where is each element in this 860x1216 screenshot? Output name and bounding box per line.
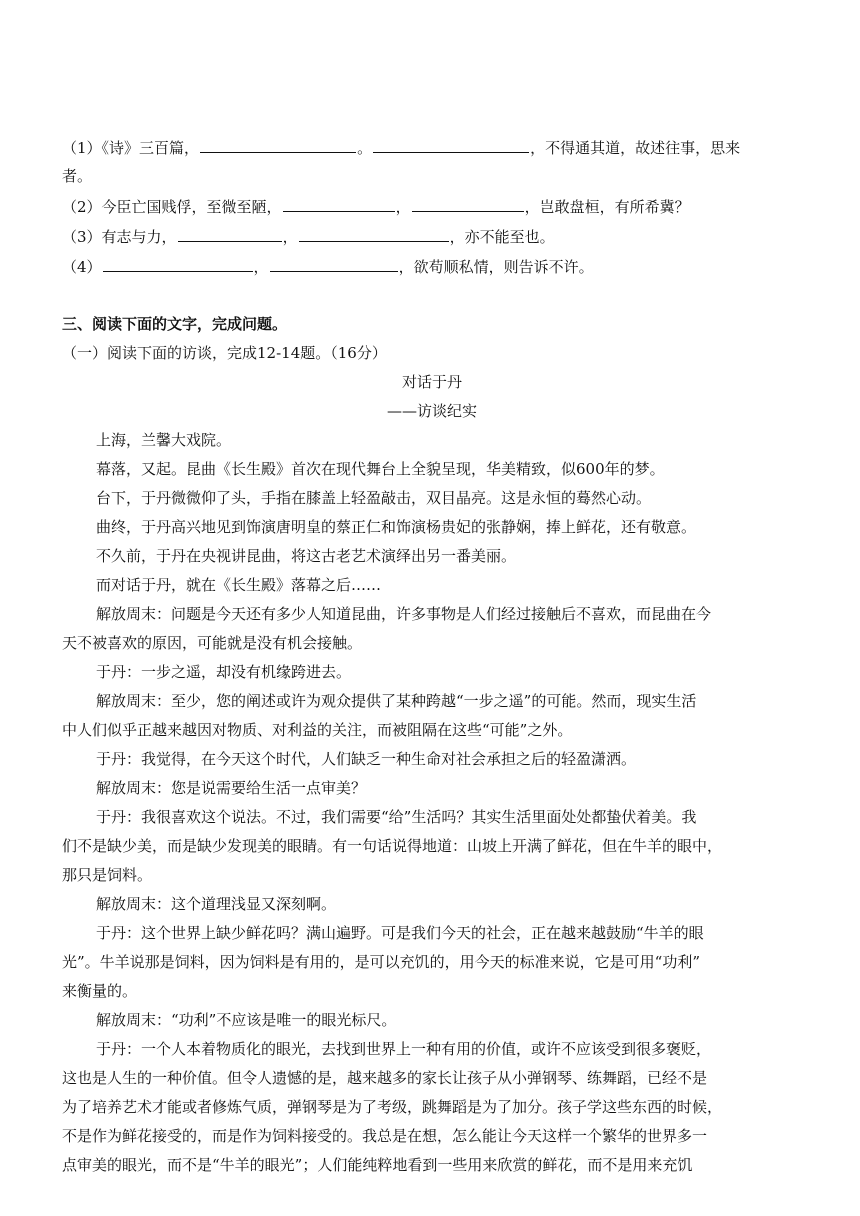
article-line: 那只是饲料。 — [62, 866, 153, 884]
article-line: 于丹：一步之遥，却没有机缘跨进去。 — [96, 663, 352, 681]
article-line: 光”。牛羊说那是饲料，因为饲料是有用的，是可以充饥的，用今天的标准来说，它是可用“功利” — [62, 953, 701, 971]
question-text: 今臣亡国贱俘，至微至陋， — [101, 198, 282, 216]
section-heading: 三、阅读下面的文字，完成问题。 — [62, 315, 288, 333]
question-number: （4） — [62, 258, 102, 276]
article-line: 天不被喜欢的原因，可能就是没有机会接触。 — [62, 634, 363, 652]
answer-blank[interactable] — [103, 256, 253, 272]
question-text: 《诗》三百篇， — [101, 139, 200, 157]
article-line: 台下，于丹微微仰了头，手指在膝盖上轻盈敲击，双目晶亮。这是永恒的蓦然心动。 — [96, 489, 652, 507]
article-line: 不是作为鲜花接受的，而是作为饲料接受的。我总是在想，怎么能让今天这样一个繁华的世界多一 — [62, 1127, 708, 1145]
answer-blank[interactable] — [283, 196, 395, 212]
article-line: 幕落，又起。昆曲《长生殿》首次在现代舞台上全貌呈现，华美精致，似600年的梦。 — [96, 460, 665, 478]
question-text: ， — [253, 258, 269, 276]
question-text: ， — [282, 228, 298, 246]
answer-blank[interactable] — [412, 196, 524, 212]
article-line: 这也是人生的一种价值。但令人遗憾的是，越来越多的家长让孩子从小弹钢琴、练舞蹈，已经不是 — [62, 1069, 708, 1087]
article-line: 于丹：这个世界上缺少鲜花吗？满山遍野。可是我们今天的社会，正在越来越鼓励“牛羊的眼 — [96, 924, 704, 942]
question-4 — [62, 256, 594, 277]
question-2 — [62, 196, 690, 217]
question-3 — [62, 226, 555, 247]
article-line: 解放周末：至少，您的阐述或许为观众提供了某种跨越“一步之遥”的可能。然而，现实生活 — [96, 692, 697, 710]
article-line: 们不是缺少美，而是缺少发现美的眼睛。有一句话说得地道：山坡上开满了鲜花，但在牛羊的眼中， — [62, 837, 723, 855]
article-line: 解放周末：问题是今天还有多少人知道昆曲，许多事物是人们经过接触后不喜欢，而昆曲在今 — [96, 605, 712, 623]
article-line: 不久前，于丹在央视讲昆曲，将这古老艺术演绎出另一番美丽。 — [96, 547, 517, 565]
article-line: 而对话于丹，就在《长生殿》落幕之后…… — [96, 576, 382, 594]
article-line: 于丹：一个人本着物质化的眼光，去找到世界上一种有用的价值，或许不应该受到很多褒贬， — [96, 1040, 712, 1058]
article-line: 曲终，于丹高兴地见到饰演唐明皇的蔡正仁和饰演杨贵妃的张静娴，捧上鲜花，还有敬意。 — [96, 518, 697, 536]
article-line: 解放周末：“功利”不应该是唯一的眼光标尺。 — [96, 1011, 397, 1029]
question-1-continuation: 者。 — [62, 167, 93, 185]
article-line: 中人们似乎正越来越因对物质、对利益的关注，而被阻隔在这些“可能”之外。 — [62, 721, 573, 739]
article-line: 于丹：我觉得，在今天这个时代，人们缺乏一种生命对社会承担之后的轻盈潇洒。 — [96, 750, 637, 768]
article-line: 解放周末：这个道理浅显又深刻啊。 — [96, 895, 337, 913]
article-line: 为了培养艺术才能或者修炼气质，弹钢琴是为了考级，跳舞蹈是为了加分。孩子学这些东西的时候， — [62, 1098, 723, 1116]
question-text: 。 — [357, 139, 373, 157]
question-1 — [62, 137, 740, 158]
answer-blank[interactable] — [299, 226, 449, 242]
answer-blank[interactable] — [270, 256, 398, 272]
answer-blank[interactable] — [200, 137, 356, 153]
question-number: （1） — [62, 139, 102, 157]
article-subtitle: ——访谈纪实 — [386, 402, 477, 420]
article-line: 来衡量的。 — [62, 982, 138, 1000]
article-line: 上海，兰馨大戏院。 — [96, 431, 232, 449]
question-number: （2） — [62, 198, 102, 216]
article-line: 于丹：我很喜欢这个说法。不过，我们需要“给”生活吗？其实生活里面处处都蛰伏着美。我 — [96, 808, 697, 826]
question-text: ，不得通其道，故述往事，思来 — [530, 139, 741, 157]
question-text: ，欲苟顺私情，则告诉不许。 — [398, 258, 594, 276]
answer-blank[interactable] — [373, 137, 529, 153]
question-text: ， — [395, 198, 411, 216]
question-text: 有志与力， — [101, 228, 177, 246]
question-text: ，岂敢盘桓，有所希冀？ — [524, 198, 690, 216]
section-subheading: （一）阅读下面的访谈，完成12-14题。（16分） — [62, 344, 387, 362]
question-text: ，亦不能至也。 — [449, 228, 555, 246]
article-line: 解放周末：您是说需要给生活一点审美？ — [96, 779, 367, 797]
article-title: 对话于丹 — [401, 373, 462, 391]
article-line: 点审美的眼光，而不是“牛羊的眼光”；人们能纯粹地看到一些用来欣赏的鲜花，而不是用来充饥 — [62, 1156, 693, 1174]
question-number: （3） — [62, 228, 102, 246]
answer-blank[interactable] — [178, 226, 282, 242]
